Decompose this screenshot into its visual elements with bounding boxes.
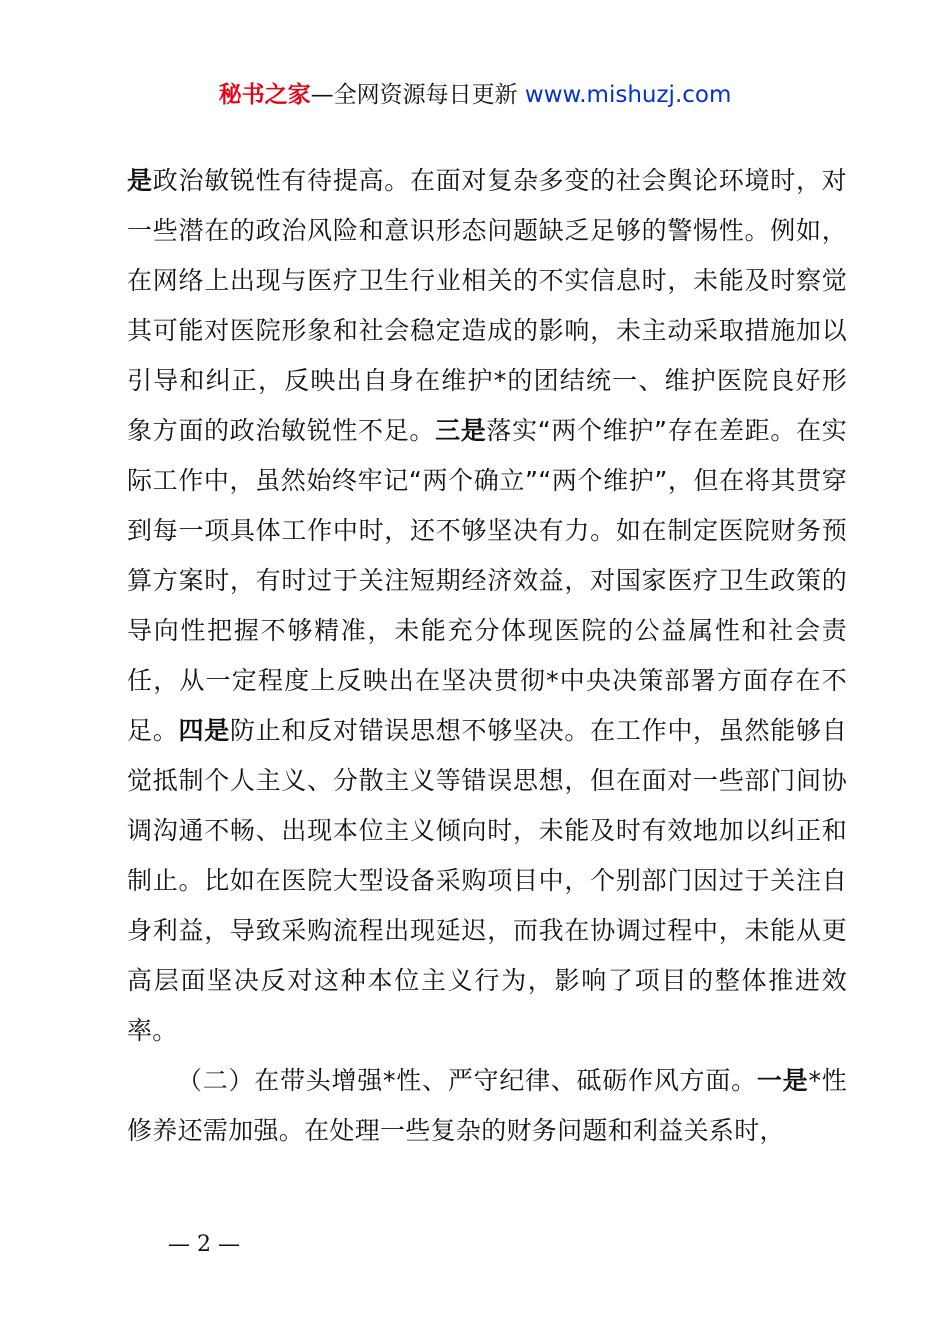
paragraph-section-two [127, 1056, 847, 1156]
bold-marker: 是 [127, 166, 153, 195]
paragraph-text: 防止和反对错误思想不够坚决。在工作中，虽然能够自觉抵制个人主义、分散主义等错误思想，但在面对一些部门间协调沟通不畅、出现本位主义倾向时，未能及时有效地加以纠正和制止。比如在医院大型设备采购项目中，个别部门因过于关注自身利益，导致采购流程出现延迟，而我在协调过程中，未能从更高层面坚决反对这种本位主义行为，影响了项目的整体推进效率。 [127, 716, 848, 1045]
paragraph-text: 落实“两个维护”存在差距。在实际工作中，虽然始终牢记“两个确立”“两个维护”，但在将其贯穿到每一项具体工作中时，还不够坚决有力。如在制定医院财务预算方案时，有时过于关注短期经济效益，对国家医疗卫生政策的导向性把握不够精准，未能充分体现医院的公益属性和社会责任，从一定程度上反映出在坚决贯彻*中央决策部署方面存在不足。 [127, 416, 847, 745]
document-body [127, 156, 847, 1156]
section-heading-text: （二）在带头增强*性、严守纪律、砥砺作风方面。 [177, 1066, 757, 1095]
bold-marker: 一是 [756, 1066, 809, 1095]
site-slogan: —全网资源每日更新 [310, 82, 525, 108]
page-number: — 2 — [168, 1232, 240, 1257]
paragraph-text: 政治敏锐性有待提高。在面对复杂多变的社会舆论环境时，对一些潜在的政治风险和意识形态问题缺乏足够的警惕性。例如，在网络上出现与医疗卫生行业相关的不实信息时，未能及时察觉其可能对医院形象和社会稳定造成的影响，未主动采取措施加以引导和纠正，反映出自身在维护*的团结统一、维护医院良好形象方面的政治敏锐性不足。 [127, 166, 847, 445]
site-watermark-header [0, 78, 950, 112]
paragraph-political-sensitivity [127, 156, 847, 1056]
site-brand: 秘书之家 [218, 82, 311, 108]
bold-marker: 四是 [178, 716, 230, 745]
bold-marker: 三是 [435, 416, 487, 445]
site-url-link[interactable]: www.mishuzj.com [524, 82, 732, 108]
paragraph-text: *性修养还需加强。在处理一些复杂的财务问题和利益关系时， [127, 1066, 847, 1145]
